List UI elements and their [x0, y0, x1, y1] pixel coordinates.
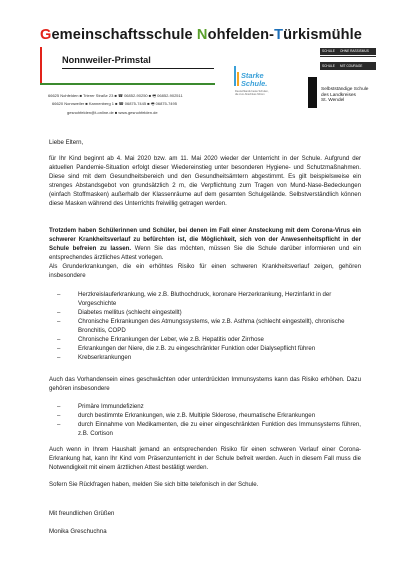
district-line-2: des Landkreises: [321, 92, 356, 98]
subtitle-underline: [62, 68, 214, 69]
title-part-2: ohfelden-: [207, 27, 275, 43]
title-part-3: ürkismühle: [283, 27, 363, 43]
list-item: – Chronische Erkrankungen der Leber, wie z.B. Hepatitis oder Zirrhose: [57, 336, 264, 343]
list-item: – durch Einnahme von Medikamenten, die zu einer eingeschränkten Funktion des Immunsystems führen, z.B. Cortison: [57, 421, 361, 437]
risk-conditions-list: [57, 290, 361, 362]
list-item: – Herzkreislauferkrankung, wie z.B. Bluthochdruck, koronare Herzerkrankung, Herzinfarkt in der Vorgeschichte: [57, 291, 332, 307]
address-line-2: 66620 Nonnweiler ■ Kannenberg 1 ■ ☎ 06875-7445 ■ 🖷 06875-7495: [52, 101, 177, 106]
starke-schule-mark-icon: [233, 64, 241, 88]
school-title: [40, 27, 362, 43]
immune-conditions-list: [57, 402, 361, 438]
district-line-1: Selbstständige Schule: [321, 87, 369, 92]
list-item: – Primäre Immundefizienz: [57, 403, 144, 410]
title-letter-t: T: [274, 27, 284, 43]
district-marker: [308, 77, 317, 108]
list-item: – Chronische Erkrankungen des Atmungssystems, wie z.B. Asthma (schlecht eingestellt), chronische Bronchitis, COPD: [57, 318, 345, 334]
title-letter-n: N: [196, 27, 208, 43]
starke-schule-logo: [233, 64, 303, 104]
paragraph-2-bold: Trotzdem haben Schülerinnen und Schüler, bei denen im Fall einer Ansteckung mit dem Corona-Virus ein schwerer Krankheitsverlauf zu befürchten ist, die Möglichkeit, sich von der Anwesenheitspflicht in der Schule befreien zu lassen.: [49, 227, 361, 252]
list-item: – Erkrankungen der Niere, die z.B. zu eingeschränkter Funktion oder Dialysepflicht führen: [57, 345, 316, 352]
address-line-1: 66625 Nohfelden ■ Trierer Straße 23 ■ ☎ 06852-90250 ■ 🖷 06852-902511: [48, 93, 183, 98]
tagline-line-1: Deutschlands beste Schulen,: [235, 90, 269, 93]
grid-row-2: [320, 63, 376, 70]
schule-word: Schule.: [241, 79, 268, 88]
logo-frame-red: [40, 47, 42, 84]
grid-row-1: [320, 48, 376, 55]
grid-label-1: SCHULE: [322, 49, 335, 53]
closing: Mit freundlichen Grüßen: [49, 510, 115, 517]
grid-label-2: OHNE RASSISMUS: [340, 49, 369, 53]
starke-word: Starke: [241, 71, 264, 80]
paragraph-3: Als Grunderkrankungen, die ein erhöhtes Risiko für einen schweren Krankheitsverlauf zeigen, gehören insbesondere: [49, 263, 361, 279]
paragraph-6: Sofern Sie Rückfragen haben, melden Sie sich bitte telefonisch in der Schule.: [49, 481, 259, 488]
schule-ohne-rassismus-logo: [320, 46, 376, 76]
grid-label-4: MIT COURAGE: [340, 64, 363, 68]
list-item: – Diabetes mellitus (schlecht eingestellt): [57, 309, 182, 316]
tagline-line-2: die zum Abschluss führen: [235, 93, 265, 96]
school-subtitle: Nonnweiler-Primstal: [62, 55, 151, 65]
address-line-3: gesnohfelden@t-online.de ■ www.gesnohfelden.de: [67, 110, 158, 115]
list-item: – durch bestimmte Erkrankungen, wie z.B. Multiple Sklerose, rheumatische Erkrankungen: [57, 412, 316, 419]
grid-label-3: SCHULE: [322, 64, 335, 68]
title-part-1: emeinschaftsschule: [51, 27, 197, 43]
district-line-3: St. Wendel: [321, 98, 345, 104]
salutation: Liebe Eltern,: [49, 139, 84, 146]
paragraph-4: Auch das Vorhandensein eines geschwächten oder unterdrückten Immunsystems kann das Risiko erhöhen. Dazu gehören insbesondere: [49, 376, 361, 392]
signer-name: Monika Greschuchna: [49, 528, 107, 535]
starke-schule-tagline: [235, 90, 269, 96]
logo-frame-green: [40, 83, 215, 85]
paragraph-2: [49, 226, 361, 262]
title-letter-g: G: [40, 27, 52, 43]
paragraph-2-rest: Wenn Sie das möchten, müssen Sie die Schule darüber informieren und ein entsprechendes ärztliches Attest vorlegen.: [49, 245, 362, 261]
paragraph-5: Auch wenn in Ihrem Haushalt jemand an entsprechenden Risiko für einen schweren Verlauf einer Corona-Erkrankung hat, kann Ihr Kind vom Präsenzunterricht in der Schule befreit werden. Auch in diesem Fall muss die Notwendigkeit mit einem ärztlichen Attest bestätigt werden.: [49, 446, 361, 471]
paragraph-1: für Ihr Kind beginnt ab 4. Mai 2020 bzw. am 11. Mai 2020 wieder der Unterricht in der Schule. Aufgrund der aktuellen Pandemie-Situation erfolgt dieser Wiedereinstieg unter besonderen Hygiene- und Schutzmaßnahmen. Diese sind mit dem Gesundheitsbereich und den Gesundheitsämtern abgestimmt. Es gilt beispielsweise ein strenges Abstandsgebot von grundsätzlich 2 m, die Verpflichtung zum Tragen von Mund-Nase-Bedeckungen (einfach Stoffmasken) außerhalb der Klassenräume auf dem gesamten Schulgelände. Selbstverständlich können diese Masken während des Unterrichts freiwillig getragen werden.: [49, 155, 361, 207]
district-label: [321, 87, 368, 104]
starke-schule-text: [241, 72, 267, 88]
list-item: – Krebserkrankungen: [57, 354, 132, 361]
grid-spacer: [320, 56, 376, 63]
